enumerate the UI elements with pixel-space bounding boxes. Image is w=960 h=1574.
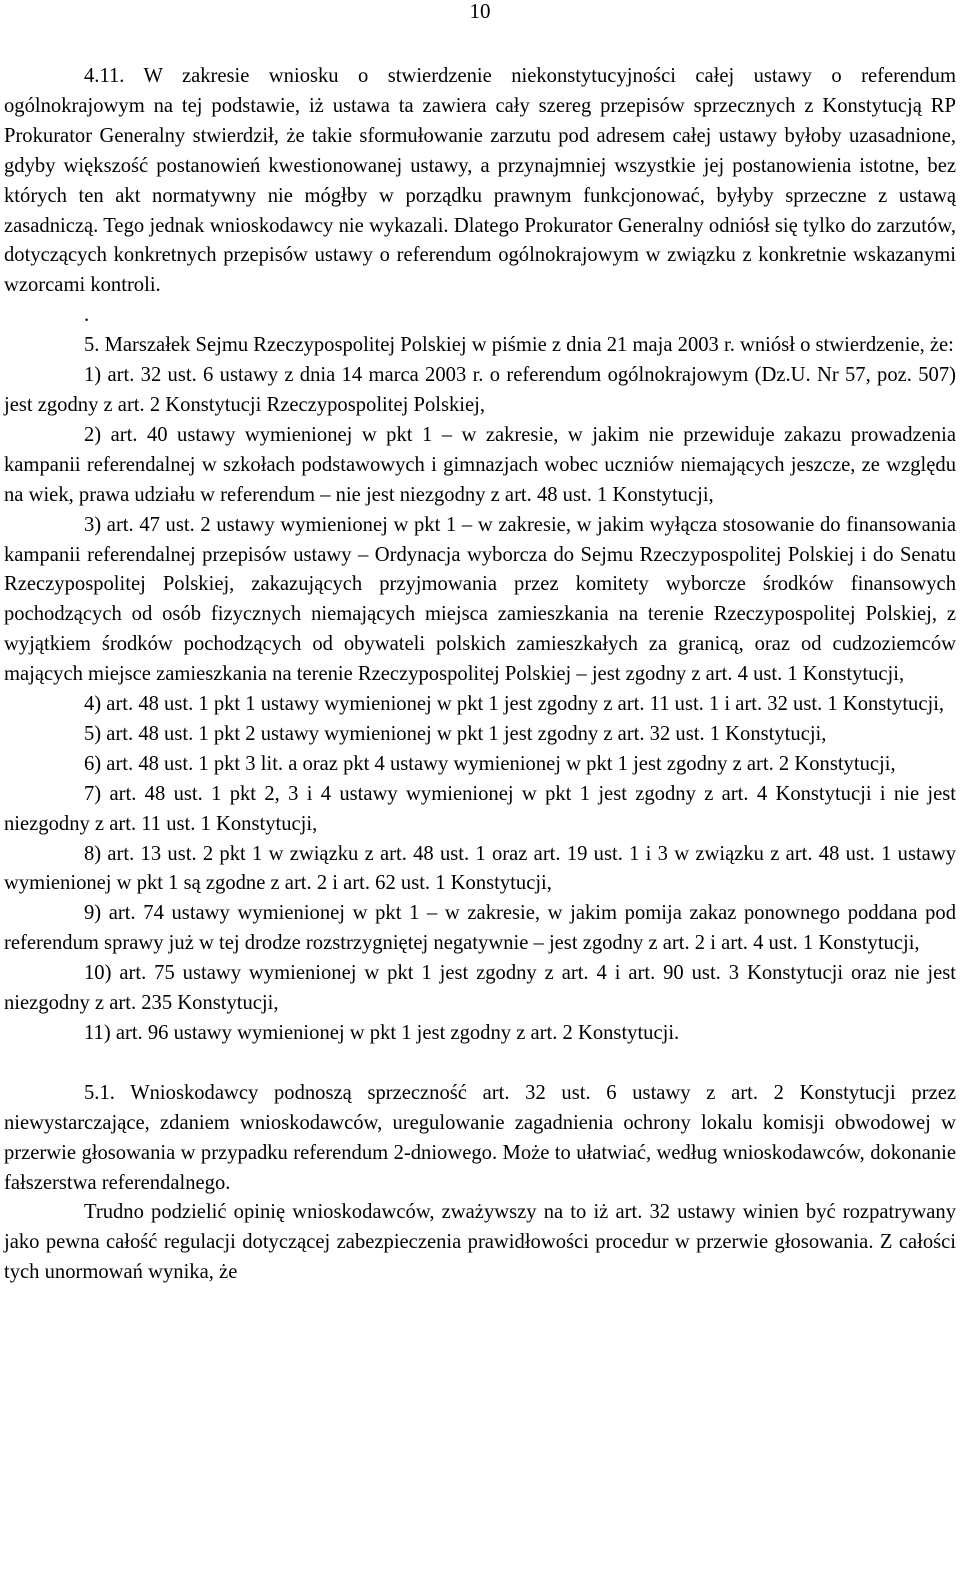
paragraph-continuation: Trudno podzielić opinię wnioskodawców, zważywszy na to iż art. 32 ustawy winien być rozpatrywany jako pewna całość regulacji dotyczącej zabezpieczenia prawidłowości procedur w przerwie głosowania. Z całości tych unormowań wynika, że [4, 1201, 956, 1284]
paragraph-5: 5. Marszałek Sejmu Rzeczypospolitej Polskiej w piśmie z dnia 21 maja 2003 r. wniósł o stwierdzenie, że: [84, 334, 954, 357]
page-number: 10 [469, 0, 491, 23]
paragraph-4-11: 4.11. W zakresie wniosku o stwierdzenie niekonstytucyjności całej ustawy o referendum ogólnokrajowym na tej podstawie, iż ustawa ta zawiera cały szereg przepisów sprzecznych z Konstytucją RP Prokurator Generalny stwierdził, że takie sformułowanie zarzutu pod adresem całej ustawy byłoby uzasadnione, gdyby większość postanowień kwestionowanej ustawy, a przynajmniej wszystkie jej postanowienia istotne, bez których ten akt normatywny nie mógłby w porządku prawnym funkcjonować, byłyby sprzeczne z ustawą zasadniczą. Tego jednak wnioskodawcy nie wykazali. Dlatego Prokurator Generalny odniósł się tylko do zarzutów, dotyczących konkretnych przepisów ustawy o referendum ogólnokrajowym w związku z konkretnie wskazanymi wzorcami kontroli. [4, 65, 956, 297]
list-item-9: 9) art. 74 ustawy wymienionej w pkt 1 – w zakresie, w jakim pomija zakaz ponownego poddana pod referendum sprawy już w tej drodze rozstrzygniętej negatywnie – jest zgodny z art. 2 i art. 4 ust. 1 Konstytucji, [4, 902, 956, 955]
list-item-2: 2) art. 40 ustawy wymienionej w pkt 1 – w zakresie, w jakim nie przewiduje zakazu prowadzenia kampanii referendalnej w szkołach podstawowych i gimnazjach wobec uczniów niemających jeszcze, ze względu na wiek, prawa udziału w referendum – nie jest niezgodny z art. 48 ust. 1 Konstytucji, [4, 423, 956, 506]
stray-dot: . [84, 304, 90, 327]
paragraph-5-1: 5.1. Wnioskodawcy podnoszą sprzeczność art. 32 ust. 6 ustawy z art. 2 Konstytucji przez niewystarczające, zdaniem wnioskodawców, uregulowanie zagadnienia ochrony lokalu komisji obwodowej w przerwie głosowania w przypadku referendum 2-dniowego. Może to ułatwiać, według wnioskodawców, dokonanie fałszerstwa referendalnego. [4, 1081, 956, 1194]
list-item-3: 3) art. 47 ust. 2 ustawy wymienionej w pkt 1 – w zakresie, w jakim wyłącza stosowanie do finansowania kampanii referendalnej przepisów ustawy – Ordynacja wyborcza do Sejmu Rzeczypospolitej Polskiej i do Senatu Rzeczypospolitej Polskiej, zakazujących przyjmowania przez komitety wyborcze środków finansowych pochodzących od osób fizycznych niemających miejsca zamieszkania na terenie Rzeczypospolitej Polskiej, z wyjątkiem środków pochodzących od obywateli polskich zamieszkałych za granicą, oraz od cudzoziemców mających miejsce zamieszkania na terenie Rzeczypospolitej Polskiej – jest zgodny z art. 4 ust. 1 Konstytucji, [4, 513, 956, 686]
list-item-7: 7) art. 48 ust. 1 pkt 2, 3 i 4 ustawy wymienionej w pkt 1 jest zgodny z art. 4 Konstytucji i nie jest niezgodny z art. 11 ust. 1 Konstytucji, [4, 782, 956, 835]
list-item-5: 5) art. 48 ust. 1 pkt 2 ustawy wymienionej w pkt 1 jest zgodny z art. 32 ust. 1 Konstytucji, [84, 722, 827, 745]
list-item-11: 11) art. 96 ustawy wymienionej w pkt 1 jest zgodny z art. 2 Konstytucji. [84, 1022, 680, 1044]
paragraph-spacer [4, 1049, 956, 1079]
list-item-6: 6) art. 48 ust. 1 pkt 3 lit. a oraz pkt 4 ustawy wymienionej w pkt 1 jest zgodny z art. 2 Konstytucji, [84, 752, 896, 775]
document-body [4, 62, 956, 1288]
list-item-1: 1) art. 32 ust. 6 ustawy z dnia 14 marca 2003 r. o referendum ogólnokrajowym (Dz.U. Nr 57, poz. 507) jest zgodny z art. 2 Konstytucji Rzeczypospolitej Polskiej, [4, 364, 956, 416]
list-item-4: 4) art. 48 ust. 1 pkt 1 ustawy wymienionej w pkt 1 jest zgodny z art. 11 ust. 1 i art. 32 ust. 1 Konstytucji, [84, 693, 945, 716]
list-item-8: 8) art. 13 ust. 2 pkt 1 w związku z art. 48 ust. 1 oraz art. 19 ust. 1 i 3 w związku z art. 48 ust. 1 ustawy wymienionej w pkt 1 są zgodne z art. 2 i art. 62 ust. 1 Konstytucji, [4, 842, 956, 895]
list-item-10: 10) art. 75 ustawy wymienionej w pkt 1 jest zgodny z art. 4 i art. 90 ust. 3 Konstytucji oraz nie jest niezgodny z art. 235 Konstytucji, [4, 962, 956, 1015]
